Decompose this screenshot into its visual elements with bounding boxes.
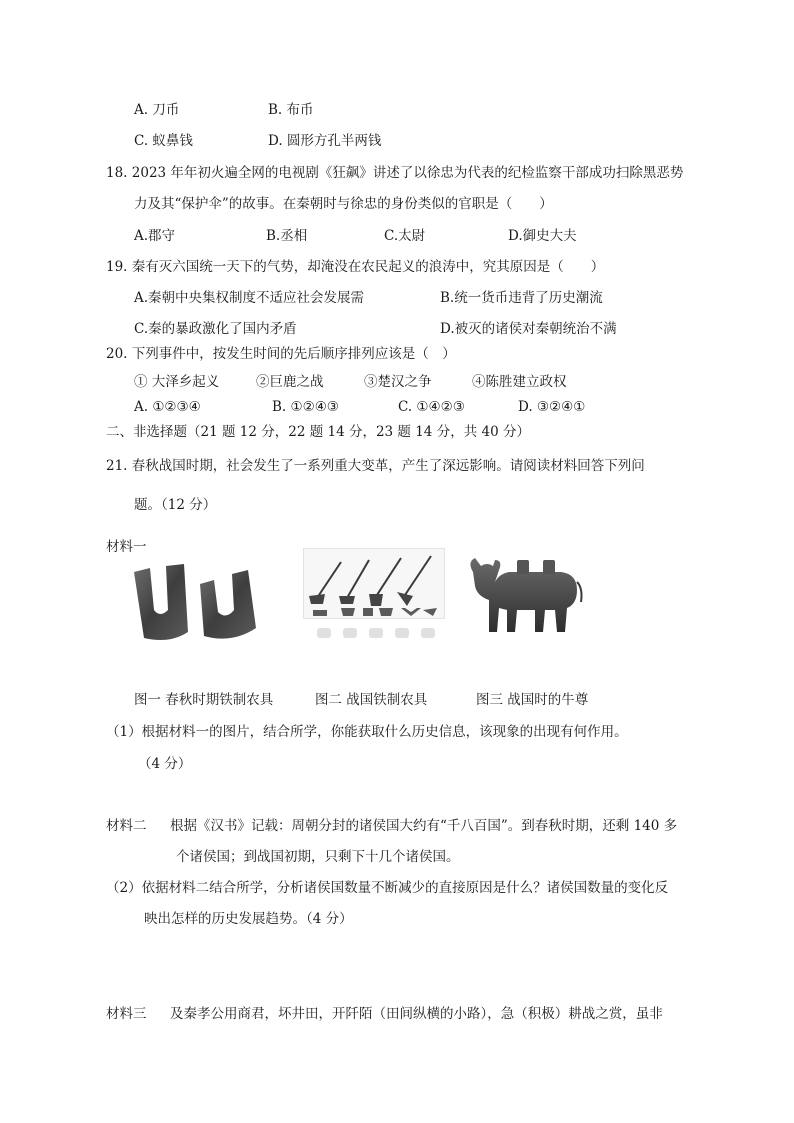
material2-label: 材料二 <box>106 818 147 834</box>
q18-option-c: C.太尉 <box>384 228 426 244</box>
q17-option-b: B. 布币 <box>268 102 314 118</box>
q19-option-b: B.统一货币违背了历史潮流 <box>440 290 603 306</box>
q17-option-d: D. 圆形方孔半两钱 <box>268 133 382 149</box>
material2-line-1: 根据《汉书》记载：周朝分封的诸侯国大约有“千八百国”。到春秋时期，还剩 140 多 <box>170 818 678 834</box>
q20-option-d: D. ③②④① <box>518 399 586 415</box>
q19-option-c: C.秦的暴政激化了国内矛盾 <box>134 321 297 337</box>
material1-label: 材料一 <box>106 539 147 555</box>
q17-option-a: A. 刀币 <box>134 102 180 118</box>
bronze-ox-zun-figure <box>465 552 585 638</box>
q18-stem-line-1: 18. 2023 年年初火遍全网的电视剧《狂飙》讲述了以徐忠为代表的纪检监察干部成功扫除黑恶势 <box>106 165 684 181</box>
q20-option-a: A. ①②③④ <box>134 399 201 415</box>
q20-event-2: ②巨鹿之战 <box>256 374 324 390</box>
section2-heading: 二、非选择题（21 题 12 分，22 题 14 分，23 题 14 分，共 40 分） <box>106 424 530 440</box>
q19-option-d: D.被灭的诸侯对秦朝统治不满 <box>440 321 617 337</box>
material3-line-1: 及秦孝公用商君，坏井田，开阡陌（田间纵横的小路），急（积极）耕战之赏，虽非 <box>170 1006 663 1022</box>
q18-option-b: B.丞相 <box>266 228 308 244</box>
q21-stem-line-1: 21. 春秋战国时期，社会发生了一系列重大变革，产生了深远影响。请阅读材料回答下列问 <box>106 458 645 474</box>
q20-option-c: C. ①④②③ <box>398 399 465 415</box>
q21-sub2-line-1: （2）依据材料二结合所学，分析诸侯国数量不断减少的直接原因是什么？诸侯国数量的变化反 <box>106 880 669 896</box>
q19-option-a: A.秦朝中央集权制度不适应社会发展需 <box>134 290 365 306</box>
iron-tools-spring-autumn-figure <box>130 562 270 644</box>
q20-event-1: ① 大泽乡起义 <box>134 374 220 390</box>
q21-sub1-line-2: （4 分） <box>138 756 192 772</box>
material3-label: 材料三 <box>106 1006 147 1022</box>
material1-figures <box>120 544 640 644</box>
q20-option-b: B. ①②④③ <box>272 399 339 415</box>
figure1-caption: 图一 春秋时期铁制农具 <box>134 692 274 708</box>
material2-line-2: 个诸侯国；到战国初期，只剩下十几个诸侯国。 <box>176 849 460 865</box>
q21-sub2-line-2: 映出怎样的历史发展趋势。（4 分） <box>144 911 353 927</box>
q20-stem: 20. 下列事件中，按发生时间的先后顺序排列应该是（ ） <box>106 346 456 362</box>
q17-option-c: C. 蚁鼻钱 <box>134 133 193 149</box>
q18-option-a: A.郡守 <box>134 228 176 244</box>
q20-event-4: ④陈胜建立政权 <box>472 374 567 390</box>
figure2-caption: 图二 战国铁制农具 <box>315 692 428 708</box>
q21-stem-line-2: 题。（12 分） <box>134 497 217 513</box>
q18-option-d: D.御史大夫 <box>508 228 577 244</box>
q19-stem: 19. 秦有灭六国统一天下的气势，却淹没在农民起义的浪涛中，究其原因是（ ） <box>106 259 605 275</box>
q21-sub1-line-1: （1）根据材料一的图片，结合所学，你能获取什么历史信息，该现象的出现有何作用。 <box>106 724 628 740</box>
q20-event-3: ③楚汉之争 <box>364 374 432 390</box>
q18-stem-line-2: 力及其“保护伞”的故事。在秦朝时与徐忠的身份类似的官职是（ ） <box>134 196 553 212</box>
figure3-caption: 图三 战国时的牛尊 <box>476 692 589 708</box>
iron-tools-warring-states-figure <box>303 548 445 644</box>
